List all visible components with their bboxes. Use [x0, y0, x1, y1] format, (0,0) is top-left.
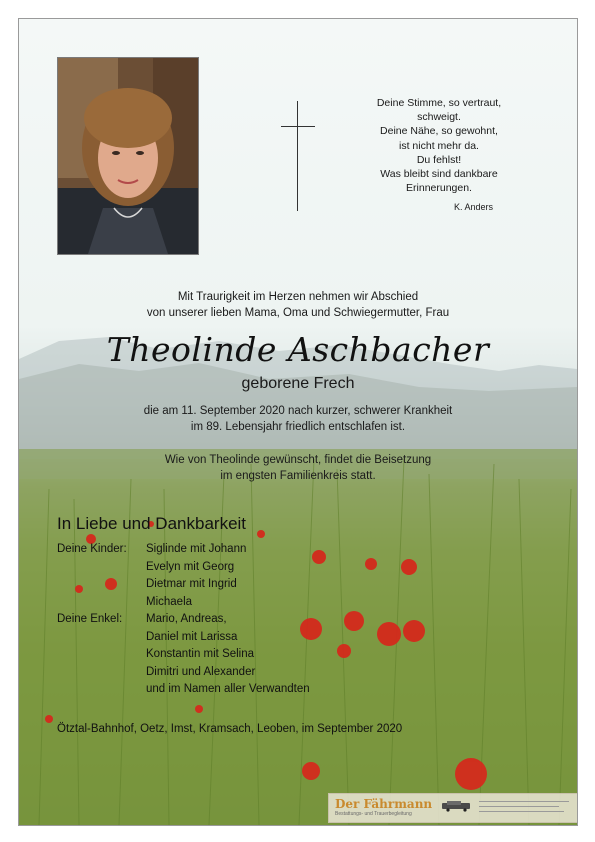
poem-line: Deine Stimme, so vertraut,	[376, 97, 502, 109]
maiden-name: geborene Frech	[241, 375, 355, 392]
logo-subtitle: Bestattungs- und Trauerbegleitung	[335, 811, 412, 817]
poem-line: ist nicht mehr da.	[399, 139, 479, 152]
death-line: im 89. Lebensjahr friedlich entschlafen ist.	[190, 421, 406, 433]
poem-line: Erinnerungen.	[406, 182, 472, 195]
funeral-home-logo	[328, 793, 578, 823]
death-notice	[19, 403, 577, 435]
mourners-heading: In Liebe und Dankbarkeit	[57, 514, 247, 533]
poem-line: schweigt.	[417, 111, 461, 124]
obituary-card	[18, 18, 578, 826]
portrait-photo	[57, 57, 199, 255]
poem-line: Was bleibt sind dankbare	[380, 168, 498, 181]
intro-line: Mit Traurigkeit im Herzen nehmen wir Abschied	[177, 291, 419, 303]
poem-line: Du fehlst!	[416, 153, 462, 166]
list-item: Konstantin mit Selina	[146, 648, 255, 660]
logo-name: Der Fährmann	[335, 797, 433, 811]
places-date: Ötztal-Bahnhof, Oetz, Imst, Kramsach, Leoben, im September 2020	[57, 723, 403, 735]
list-item: Dimitri und Alexander	[146, 665, 256, 678]
death-line: die am 11. September 2020 nach kurzer, schwerer Krankheit	[143, 405, 453, 417]
list-item: Dietmar mit Ingrid	[146, 578, 237, 590]
list-item: Michaela	[146, 595, 193, 608]
burial-line: Wie von Theolinde gewünscht, findet die Beisetzung	[164, 454, 432, 466]
burial-line: im engsten Familienkreis statt.	[220, 470, 376, 482]
list-item: und im Namen aller Verwandten	[146, 683, 310, 695]
intro-line: von unserer lieben Mama, Oma und Schwiegermutter, Frau	[146, 307, 450, 319]
poem	[349, 96, 529, 195]
list-item: Mario, Andreas,	[146, 613, 227, 625]
list-item: Siglinde mit Johann	[146, 543, 247, 555]
poem-author: K. Anders	[454, 202, 494, 212]
grandchildren-list	[146, 611, 310, 699]
cross-icon	[297, 101, 298, 211]
children-list	[146, 541, 246, 611]
burial-notice	[19, 452, 577, 484]
logo-contact	[479, 798, 569, 812]
cross-icon-bar	[281, 126, 315, 127]
intro-text	[19, 289, 577, 321]
grandchildren-label: Deine Enkel:	[57, 613, 123, 625]
poem-line: Deine Nähe, so gewohnt,	[380, 125, 498, 138]
deceased-name: Theolinde Aschbacher	[106, 330, 490, 369]
list-item: Daniel mit Larissa	[146, 630, 238, 643]
list-item: Evelyn mit Georg	[146, 560, 235, 573]
children-label: Deine Kinder:	[57, 543, 127, 555]
hearse-icon	[441, 800, 473, 812]
